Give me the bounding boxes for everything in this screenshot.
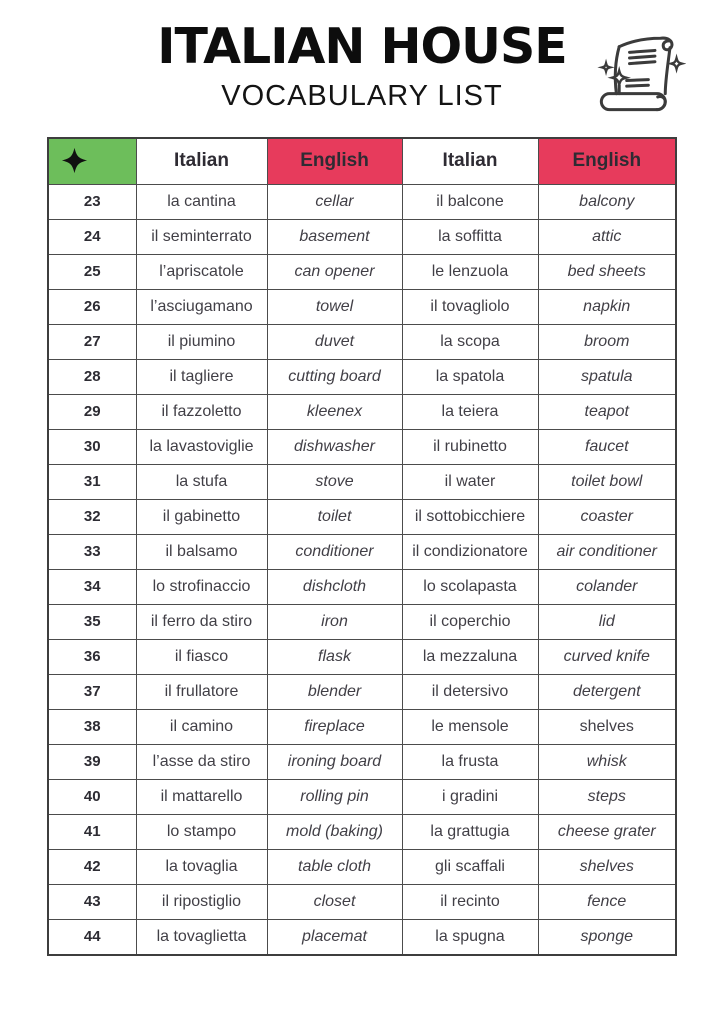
row-number-cell: 35: [48, 604, 136, 639]
italian-word-cell: l’asciugamano: [136, 289, 267, 324]
row-number-cell: 40: [48, 779, 136, 814]
italian-word-cell: il frullatore: [136, 674, 267, 709]
italian-word-cell: lo scolapasta: [402, 569, 538, 604]
italian-word-cell: le mensole: [402, 709, 538, 744]
italian-word-cell: la tovaglietta: [136, 919, 267, 955]
english-word-cell: towel: [267, 289, 402, 324]
table-row: [48, 254, 676, 289]
table-row: [48, 394, 676, 429]
english-word-cell: whisk: [538, 744, 676, 779]
star-header-cell: [48, 138, 136, 185]
italian-word-cell: il camino: [136, 709, 267, 744]
italian-word-cell: il fiasco: [136, 639, 267, 674]
italian-word-cell: la tovaglia: [136, 849, 267, 884]
english-word-cell: dishcloth: [267, 569, 402, 604]
english-word-cell: coaster: [538, 499, 676, 534]
row-number-cell: 34: [48, 569, 136, 604]
english-word-cell: bed sheets: [538, 254, 676, 289]
italian-word-cell: la soffitta: [402, 219, 538, 254]
column-header-italian-2: Italian: [402, 138, 538, 185]
english-word-cell: rolling pin: [267, 779, 402, 814]
row-number-cell: 25: [48, 254, 136, 289]
scroll-icon: [590, 26, 686, 120]
italian-word-cell: lo stampo: [136, 814, 267, 849]
table-row: [48, 569, 676, 604]
row-number-cell: 33: [48, 534, 136, 569]
row-number-cell: 28: [48, 359, 136, 394]
vocabulary-table: [47, 137, 677, 956]
row-number-cell: 23: [48, 184, 136, 219]
row-number-cell: 24: [48, 219, 136, 254]
table-row: [48, 744, 676, 779]
english-word-cell: lid: [538, 604, 676, 639]
english-word-cell: cheese grater: [538, 814, 676, 849]
table-row: [48, 849, 676, 884]
italian-word-cell: la lavastoviglie: [136, 429, 267, 464]
english-word-cell: broom: [538, 324, 676, 359]
table-header-row: [48, 138, 676, 185]
english-word-cell: colander: [538, 569, 676, 604]
table-row: [48, 604, 676, 639]
english-word-cell: napkin: [538, 289, 676, 324]
italian-word-cell: il sottobicchiere: [402, 499, 538, 534]
row-number-cell: 26: [48, 289, 136, 324]
column-header-english-1: English: [267, 138, 402, 185]
table-row: [48, 639, 676, 674]
english-word-cell: iron: [267, 604, 402, 639]
table-row: [48, 534, 676, 569]
row-number-cell: 36: [48, 639, 136, 674]
english-word-cell: flask: [267, 639, 402, 674]
english-word-cell: shelves: [538, 849, 676, 884]
english-word-cell: steps: [538, 779, 676, 814]
english-word-cell: can opener: [267, 254, 402, 289]
table-row: [48, 464, 676, 499]
table-row: [48, 919, 676, 955]
english-word-cell: spatula: [538, 359, 676, 394]
italian-word-cell: il tovagliolo: [402, 289, 538, 324]
table-row: [48, 779, 676, 814]
row-number-cell: 38: [48, 709, 136, 744]
italian-word-cell: l’asse da stiro: [136, 744, 267, 779]
english-word-cell: teapot: [538, 394, 676, 429]
english-word-cell: duvet: [267, 324, 402, 359]
italian-word-cell: la grattugia: [402, 814, 538, 849]
italian-word-cell: il tagliere: [136, 359, 267, 394]
english-word-cell: balcony: [538, 184, 676, 219]
english-word-cell: sponge: [538, 919, 676, 955]
english-word-cell: placemat: [267, 919, 402, 955]
table-row: [48, 219, 676, 254]
italian-word-cell: il water: [402, 464, 538, 499]
italian-word-cell: la cantina: [136, 184, 267, 219]
italian-word-cell: il ripostiglio: [136, 884, 267, 919]
row-number-cell: 31: [48, 464, 136, 499]
english-word-cell: air conditioner: [538, 534, 676, 569]
english-word-cell: shelves: [538, 709, 676, 744]
row-number-cell: 32: [48, 499, 136, 534]
italian-word-cell: gli scaffali: [402, 849, 538, 884]
italian-word-cell: il detersivo: [402, 674, 538, 709]
italian-word-cell: il condizionatore: [402, 534, 538, 569]
italian-word-cell: la spugna: [402, 919, 538, 955]
italian-word-cell: il recinto: [402, 884, 538, 919]
row-number-cell: 37: [48, 674, 136, 709]
italian-word-cell: la scopa: [402, 324, 538, 359]
sparkle-icon: [61, 147, 88, 174]
english-word-cell: curved knife: [538, 639, 676, 674]
table-body: [48, 184, 676, 955]
italian-word-cell: l’apriscatole: [136, 254, 267, 289]
english-word-cell: fireplace: [267, 709, 402, 744]
english-word-cell: closet: [267, 884, 402, 919]
english-word-cell: cellar: [267, 184, 402, 219]
table-row: [48, 429, 676, 464]
english-word-cell: blender: [267, 674, 402, 709]
table-row: [48, 814, 676, 849]
english-word-cell: fence: [538, 884, 676, 919]
row-number-cell: 43: [48, 884, 136, 919]
page-title: ITALIAN HOUSE: [157, 18, 567, 75]
italian-word-cell: le lenzuola: [402, 254, 538, 289]
italian-word-cell: il piumino: [136, 324, 267, 359]
table-row: [48, 359, 676, 394]
english-word-cell: basement: [267, 219, 402, 254]
table-row: [48, 184, 676, 219]
english-word-cell: ironing board: [267, 744, 402, 779]
italian-word-cell: il balcone: [402, 184, 538, 219]
italian-word-cell: il fazzoletto: [136, 394, 267, 429]
row-number-cell: 27: [48, 324, 136, 359]
row-number-cell: 30: [48, 429, 136, 464]
row-number-cell: 42: [48, 849, 136, 884]
italian-word-cell: la stufa: [136, 464, 267, 499]
english-word-cell: toilet: [267, 499, 402, 534]
english-word-cell: attic: [538, 219, 676, 254]
table-row: [48, 499, 676, 534]
column-header-english-2: English: [538, 138, 676, 185]
row-number-cell: 29: [48, 394, 136, 429]
row-number-cell: 44: [48, 919, 136, 955]
english-word-cell: toilet bowl: [538, 464, 676, 499]
row-number-cell: 39: [48, 744, 136, 779]
italian-word-cell: la frusta: [402, 744, 538, 779]
italian-word-cell: il ferro da stiro: [136, 604, 267, 639]
english-word-cell: mold (baking): [267, 814, 402, 849]
italian-word-cell: il gabinetto: [136, 499, 267, 534]
english-word-cell: cutting board: [267, 359, 402, 394]
italian-word-cell: i gradini: [402, 779, 538, 814]
table-row: [48, 324, 676, 359]
table-row: [48, 709, 676, 744]
italian-word-cell: la teiera: [402, 394, 538, 429]
italian-word-cell: il balsamo: [136, 534, 267, 569]
table-row: [48, 674, 676, 709]
table-row: [48, 884, 676, 919]
italian-word-cell: lo strofinaccio: [136, 569, 267, 604]
column-header-italian-1: Italian: [136, 138, 267, 185]
english-word-cell: conditioner: [267, 534, 402, 569]
english-word-cell: stove: [267, 464, 402, 499]
english-word-cell: kleenex: [267, 394, 402, 429]
italian-word-cell: il coperchio: [402, 604, 538, 639]
italian-word-cell: la spatola: [402, 359, 538, 394]
page-subtitle: VOCABULARY LIST: [221, 79, 503, 112]
english-word-cell: faucet: [538, 429, 676, 464]
english-word-cell: table cloth: [267, 849, 402, 884]
english-word-cell: detergent: [538, 674, 676, 709]
page-header: [0, 0, 724, 113]
italian-word-cell: il rubinetto: [402, 429, 538, 464]
table-row: [48, 289, 676, 324]
english-word-cell: dishwasher: [267, 429, 402, 464]
row-number-cell: 41: [48, 814, 136, 849]
italian-word-cell: la mezzaluna: [402, 639, 538, 674]
italian-word-cell: il mattarello: [136, 779, 267, 814]
italian-word-cell: il seminterrato: [136, 219, 267, 254]
